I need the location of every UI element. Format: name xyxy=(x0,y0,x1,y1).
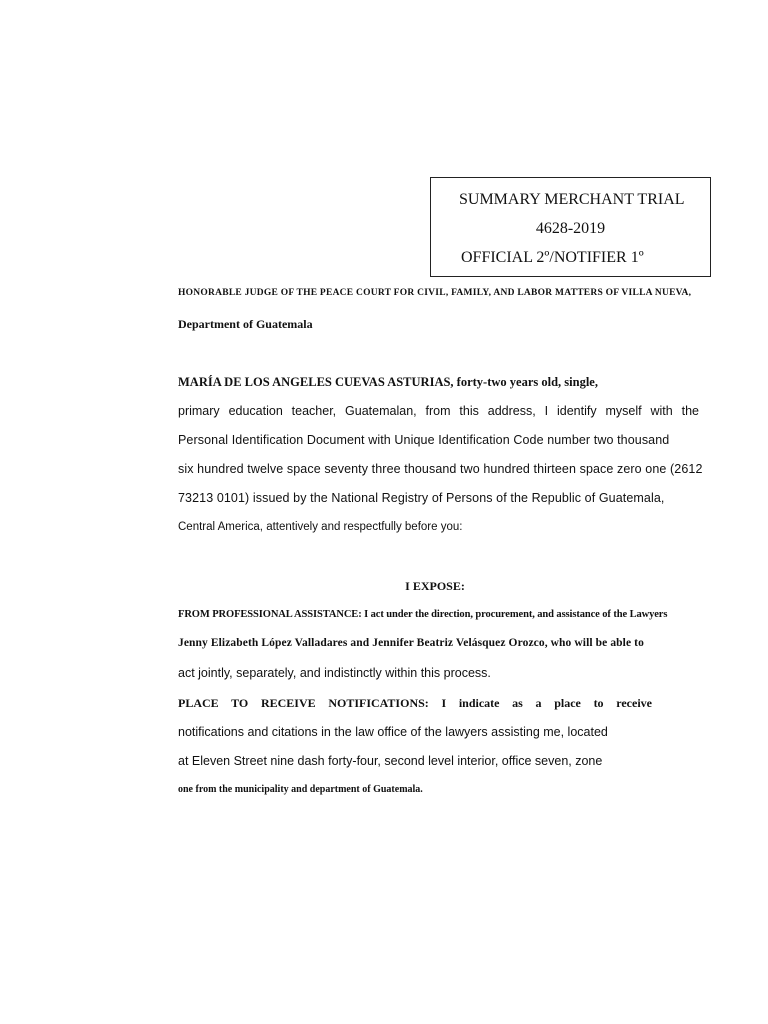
expose-line-6: at Eleven Street nine dash forty-four, second level interior, office seven, zone xyxy=(178,754,603,768)
expose-line-4: PLACE TO RECEIVE NOTIFICATIONS: I indicate as a place to receive xyxy=(178,696,652,710)
petitioner-line-4: six hundred twelve space seventy three thousand two hundred thirteen space zero one (2612 xyxy=(178,462,703,476)
petitioner-name-line: MARÍA DE LOS ANGELES CUEVAS ASTURIAS, forty-two years old, single, xyxy=(178,375,598,389)
petitioner-line-3: Personal Identification Document with Unique Identification Code number two thousand xyxy=(178,433,670,447)
case-official-notifier: OFFICIAL 2º/NOTIFIER 1º xyxy=(461,249,644,266)
addressee-line-1: HONORABLE JUDGE OF THE PEACE COURT FOR CIVIL, FAMILY, AND LABOR MATTERS OF VILLA NUEVA, xyxy=(178,288,692,298)
expose-line-2: Jenny Elizabeth López Valladares and Jennifer Beatriz Velásquez Orozco, who will be able to xyxy=(178,637,644,649)
case-type: SUMMARY MERCHANT TRIAL xyxy=(459,191,685,208)
expose-line-5: notifications and citations in the law office of the lawyers assisting me, located xyxy=(178,725,608,739)
case-number: 4628-2019 xyxy=(535,220,606,237)
addressee-line-2: Department of Guatemala xyxy=(178,317,313,331)
expose-line-7: one from the municipality and department of Guatemala. xyxy=(178,784,423,795)
case-header-box xyxy=(430,177,711,277)
petitioner-line-5: 73213 0101) issued by the National Registry of Persons of the Republic of Guatemala, xyxy=(178,491,665,505)
petitioner-line-2: primary education teacher, Guatemalan, from this address, I identify myself with the xyxy=(178,404,699,418)
expose-line-1: FROM PROFESSIONAL ASSISTANCE: I act under the direction, procurement, and assistance of the Lawyers xyxy=(178,609,668,620)
expose-line-3: act jointly, separately, and indistinctly within this process. xyxy=(178,666,491,680)
petitioner-line-6: Central America, attentively and respectfully before you: xyxy=(178,521,463,533)
expose-heading: I EXPOSE: xyxy=(405,579,465,593)
